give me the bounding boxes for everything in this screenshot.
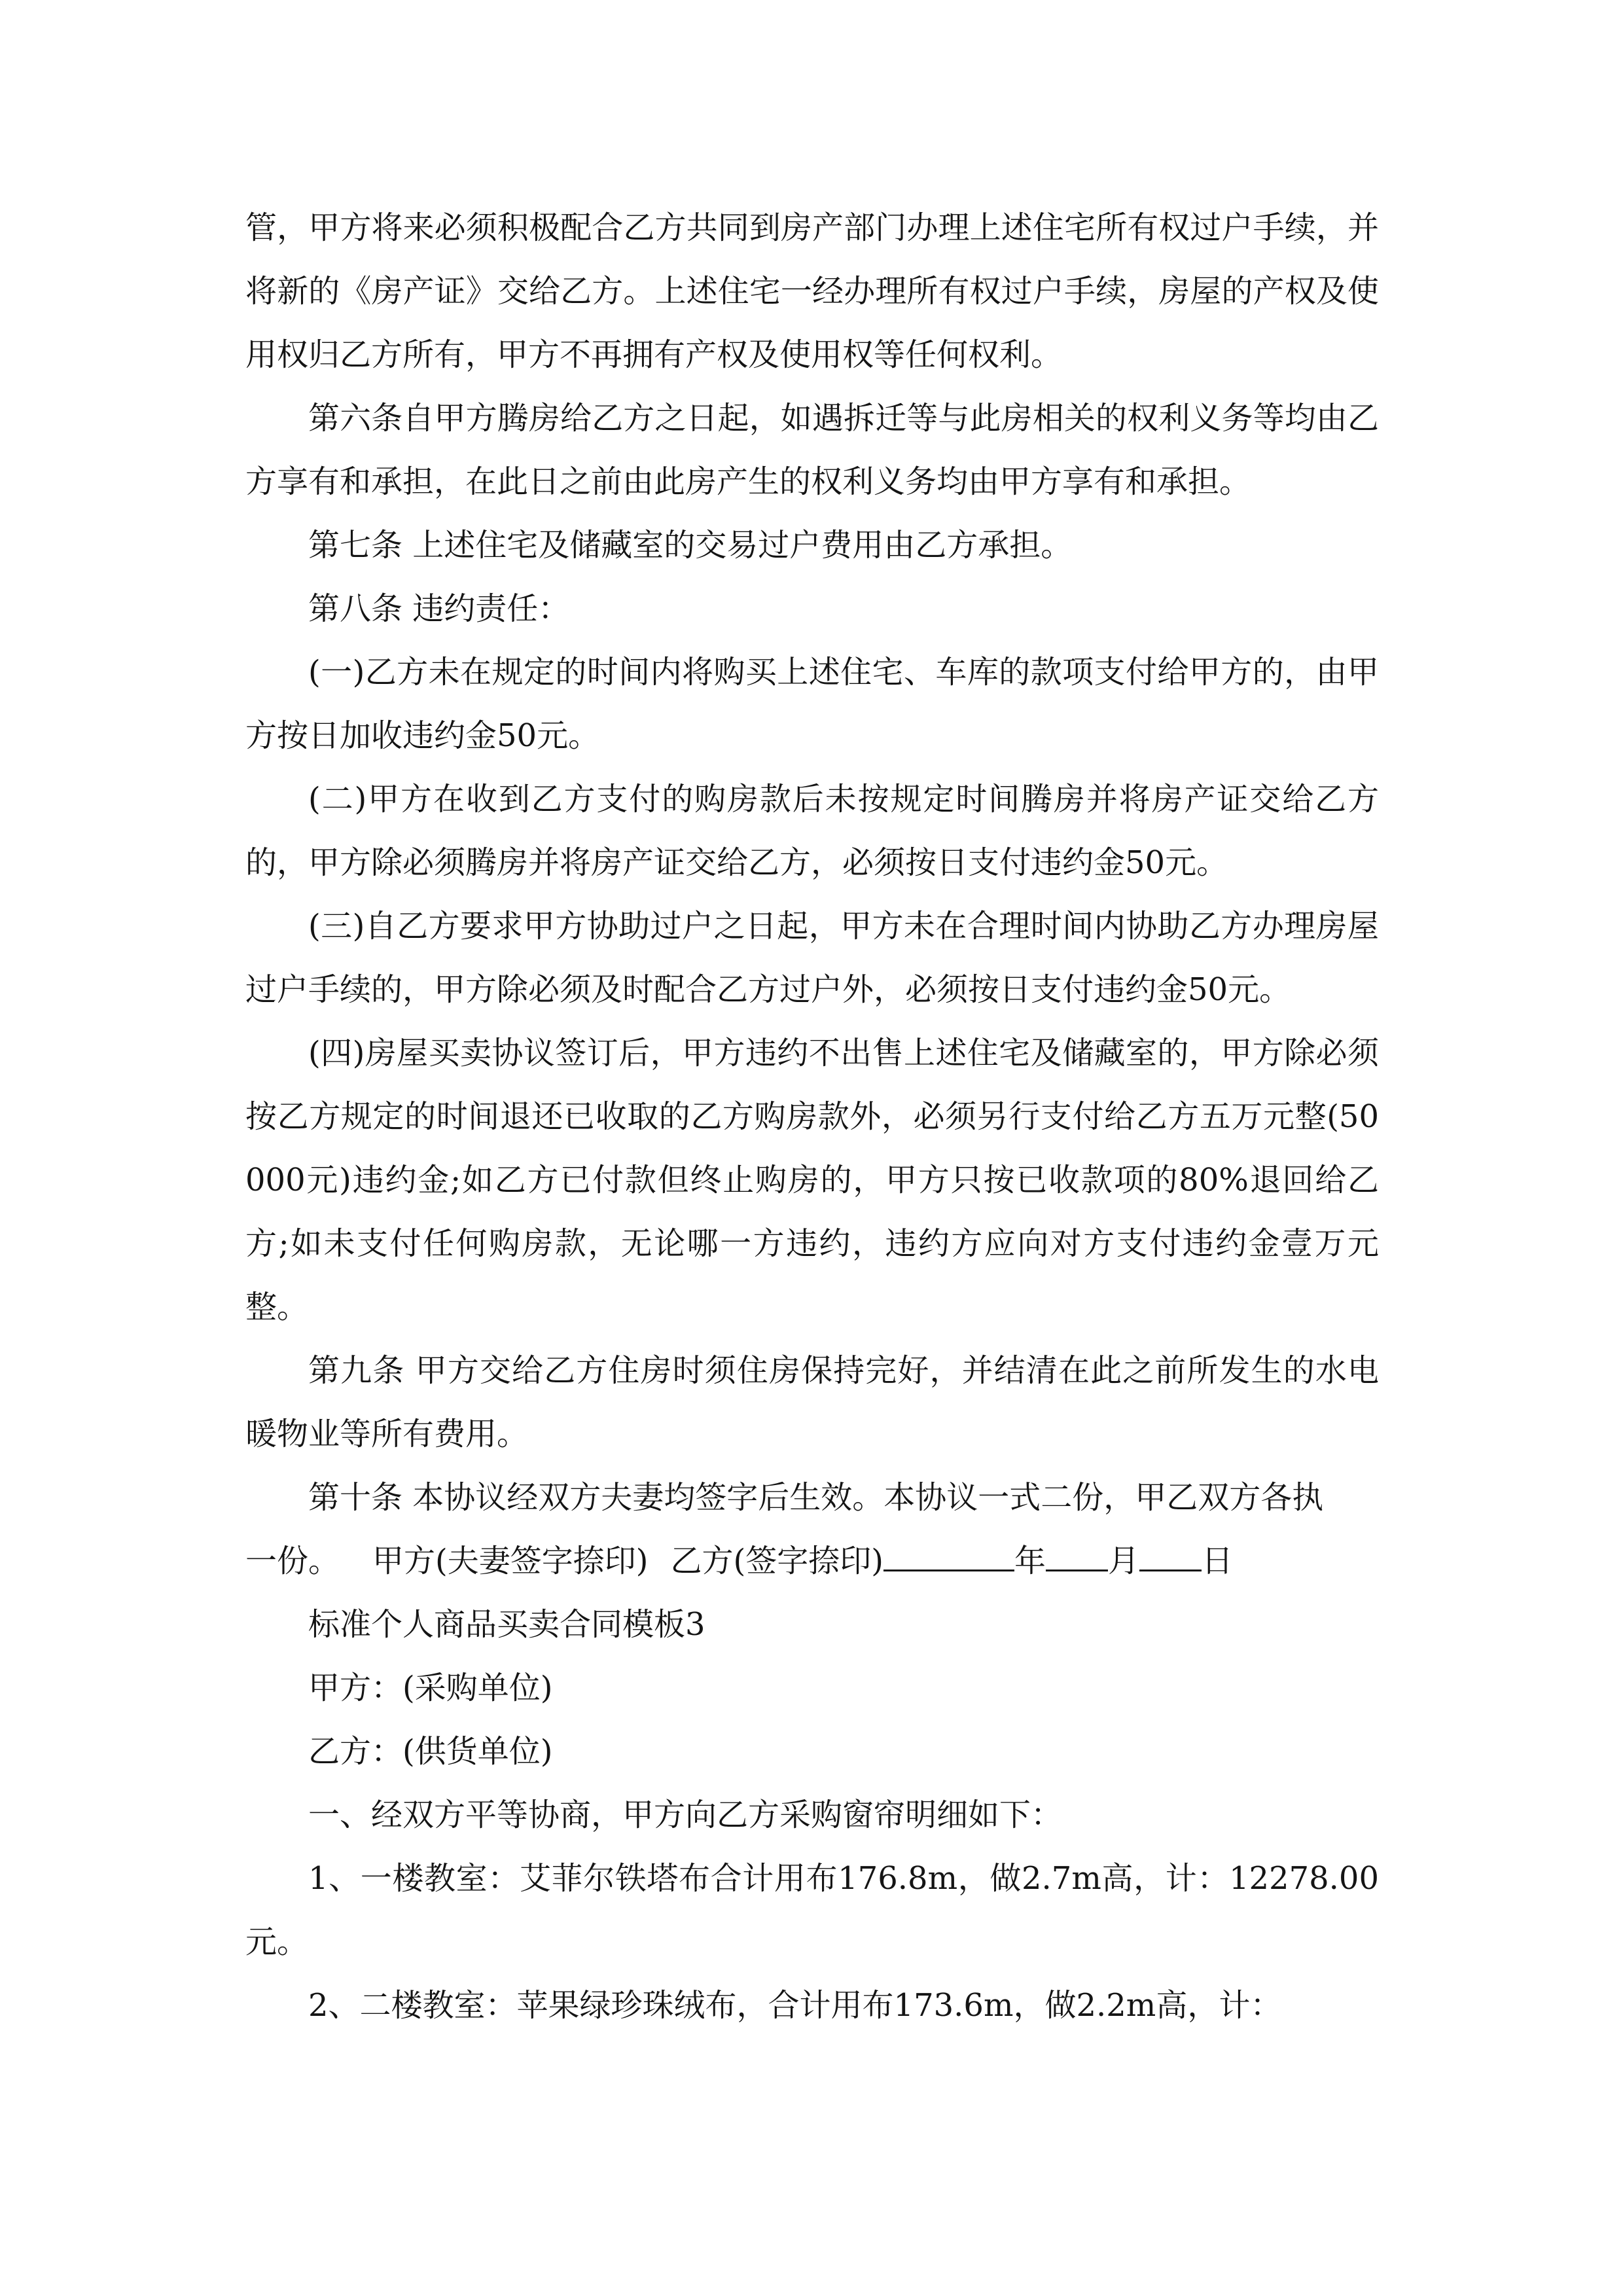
clause-10: 第十条 本协议经双方夫妻均签字后生效。本协议一式二份，甲乙双方各执 <box>308 1479 1324 1516</box>
template-title: 标准个人商品买卖合同模板3 <box>308 1606 705 1643</box>
party-a-line: 甲方：(采购单位) <box>308 1670 553 1706</box>
party-a-signature-label: 甲方(夫妻签字捺印) <box>372 1543 649 1579</box>
clause-8-item-4: (四)房屋买卖协议签订后，甲方违约不出售上述住宅及储藏室的，甲方除必须按乙方规定的时间退还已收取的乙方购房款外，必须另行支付给乙方五万元整(50000元)违约金;如乙方已付款但终止购房的，甲方只按已收款项的80%退回给乙方;如未支付任何购房款，无论哪一方违约，违约方应向对方支付违约金壹万元整。 <box>245 1035 1379 1325</box>
item-2: 2、二楼教室：苹果绿珍珠绒布，合计用布173.6m，做2.2m高，计： <box>308 1987 1282 2024</box>
party-b-line: 乙方：(供货单位) <box>308 1733 553 1770</box>
month-label: 月 <box>1107 1543 1139 1579</box>
clause-9: 第九条 甲方交给乙方住房时须住房保持完好，并结清在此之前所发生的水电暖物业等所有费用。 <box>245 1352 1379 1452</box>
paragraph-property-transfer: 管，甲方将来必须积极配合乙方共同到房产部门办理上述住宅所有权过户手续，并将新的《房产证》交给乙方。上述住宅一经办理所有权过户手续，房屋的产权及使用权归乙方所有，甲方不再拥有产权及使用权等任何权利。 <box>245 209 1379 373</box>
signature-line <box>245 1530 1379 1593</box>
clause-8-item-1: (一)乙方未在规定的时间内将购买上述住宅、车库的款项支付给甲方的，由甲方按日加收违约金50元。 <box>245 654 1379 754</box>
clause-6: 第六条自甲方腾房给乙方之日起，如遇拆迁等与此房相关的权利义务等均由乙方享有和承担，在此日之前由此房产生的权利义务均由甲方享有和承担。 <box>245 400 1379 500</box>
year-blank <box>883 1537 1014 1571</box>
day-blank <box>1139 1537 1202 1571</box>
clause-1: 一、经双方平等协商，甲方向乙方采购窗帘明细如下： <box>308 1797 1063 1833</box>
signature-lead: 一份。 <box>245 1543 340 1579</box>
month-blank <box>1046 1537 1108 1571</box>
day-label: 日 <box>1201 1543 1233 1579</box>
item-1: 1、一楼教室：艾菲尔铁塔布合计用布176.8m，做2.7m高，计：12278.00元。 <box>245 1860 1379 1960</box>
clause-8-item-2: (二)甲方在收到乙方支付的购房款后未按规定时间腾房并将房产证交给乙方的，甲方除必须腾房并将房产证交给乙方，必须按日支付违约金50元。 <box>245 781 1379 881</box>
clause-7: 第七条 上述住宅及储藏室的交易过户费用由乙方承担。 <box>308 527 1073 564</box>
clause-8-heading: 第八条 违约责任： <box>308 590 570 627</box>
year-label: 年 <box>1014 1543 1046 1579</box>
clause-8-item-3: (三)自乙方要求甲方协助过户之日起，甲方未在合理时间内协助乙方办理房屋过户手续的，甲方除必须及时配合乙方过户外，必须按日支付违约金50元。 <box>245 908 1379 1008</box>
contract-body <box>245 196 1379 2037</box>
party-b-signature-label: 乙方(签字捺印) <box>670 1543 883 1579</box>
